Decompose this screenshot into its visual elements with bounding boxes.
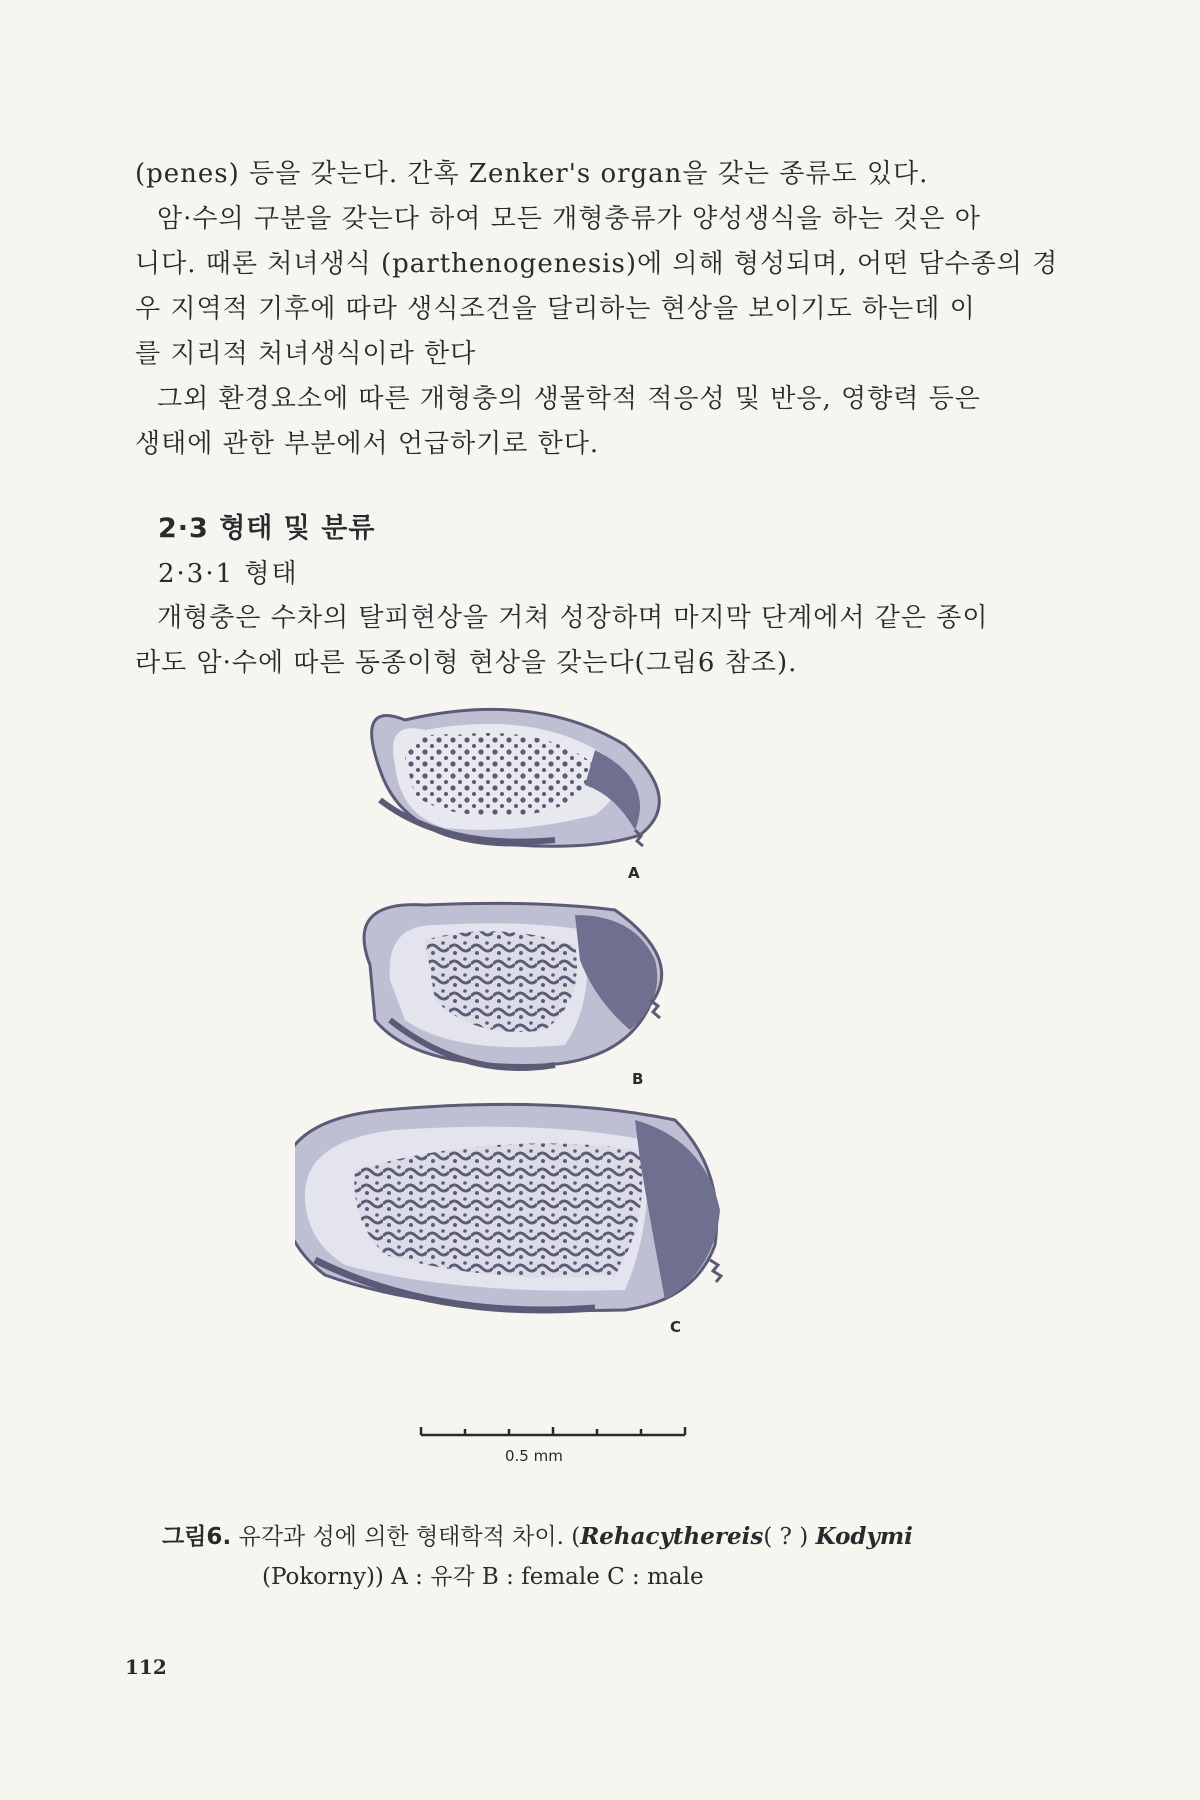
caption-species-suffix: ( ? )	[763, 1524, 816, 1550]
carapace-drawing-b	[364, 903, 662, 1068]
scale-label: 0.5 mm	[505, 1447, 563, 1465]
text-line: 를 지리적 처녀생식이라 한다	[135, 339, 477, 369]
paragraph-morphology	[135, 596, 1070, 686]
caption-label: 그림6.	[162, 1524, 232, 1550]
text-line: 그외 환경요소에 따른 개형충의 생물학적 적응성 및 반응, 영향력 등은	[157, 384, 981, 414]
paragraph-reproduction	[135, 152, 1070, 467]
figure-caption	[162, 1517, 1042, 1597]
section-heading: 2·3 형태 및 분류	[158, 513, 376, 544]
caption-line-2: (Pokorny)) A : 유각 B : female C : male	[262, 1564, 704, 1590]
caption-species-epithet: Kodymi	[815, 1523, 913, 1550]
subsection-heading: 2·3·1 형태	[158, 559, 299, 589]
page-number: 112	[125, 1655, 167, 1679]
caption-text: 유각과 성에 의한 형태학적 차이. (	[238, 1524, 581, 1550]
ostracod-figure	[295, 700, 855, 1480]
carapace-drawing-a	[372, 709, 660, 846]
figure-label-a: A	[628, 864, 640, 882]
text-line: 암·수의 구분을 갖는다 하여 모든 개형충류가 양성생식을 하는 것은 아	[157, 204, 981, 234]
figure-label-c: C	[670, 1318, 682, 1336]
caption-species: Rehacythereis	[580, 1523, 764, 1550]
text-line: 니다. 때론 처녀생식 (parthenogenesis)에 의해 형성되며, 어떤 담수종의 경	[135, 249, 1059, 279]
carapace-drawing-c	[295, 1104, 721, 1310]
text-line: 우 지역적 기후에 따라 생식조건을 달리하는 현상을 보이기도 하는데 이	[135, 294, 976, 324]
text-line: 개형충은 수차의 탈피현상을 거쳐 성장하며 마지막 단계에서 같은 종이	[157, 603, 989, 633]
figure-label-b: B	[632, 1070, 644, 1088]
text-line: 생태에 관한 부분에서 언급하기로 한다.	[135, 429, 600, 459]
text-line: (penes) 등을 갖는다. 간혹 Zenker's organ을 갖는 종류도 있다.	[135, 159, 929, 189]
scale-bar	[421, 1427, 685, 1435]
text-line: 라도 암·수에 따른 동종이형 현상을 갖는다(그림6 참조).	[135, 648, 798, 678]
